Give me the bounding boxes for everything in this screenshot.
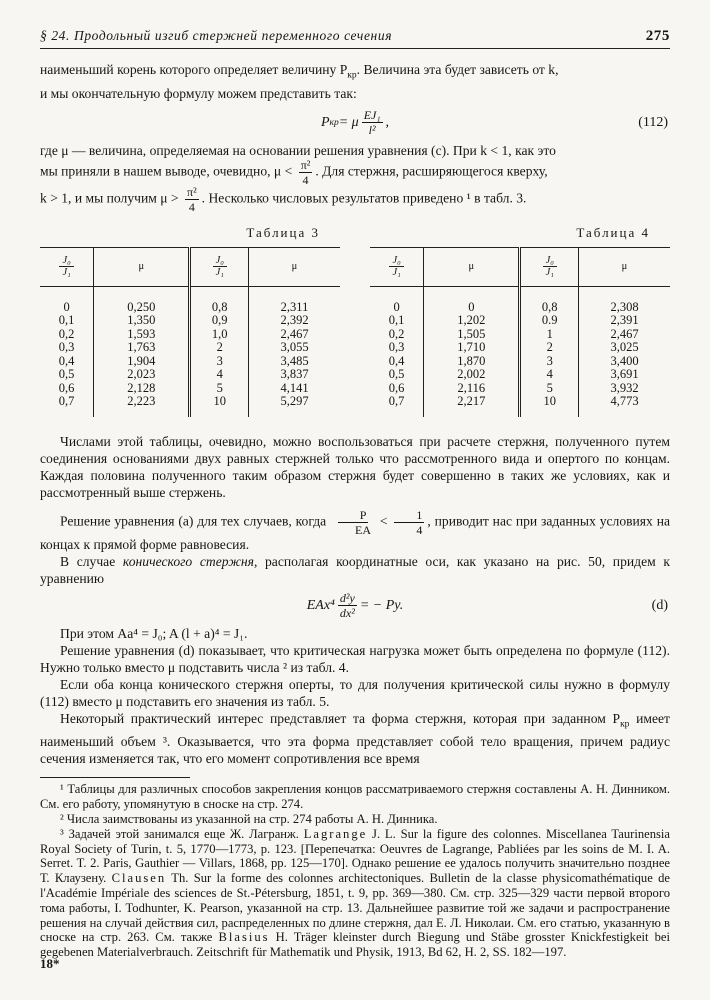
table-cell: 3,691 xyxy=(579,368,671,382)
table-cell: 5 xyxy=(520,382,579,396)
table-cell: 5 xyxy=(190,382,249,396)
table-cell: 2,311 xyxy=(249,286,341,314)
table-cell: 0,7 xyxy=(58,394,75,409)
table-cell: 3,055 xyxy=(249,341,341,355)
table-cell: 4 xyxy=(190,368,249,382)
table-cell: 1,0 xyxy=(190,328,249,342)
table-cell: 3,932 xyxy=(579,382,671,396)
equation-number: (d) xyxy=(651,597,668,613)
table-4-body xyxy=(370,286,670,417)
table-row xyxy=(370,314,670,328)
section-title: § 24. Продольный изгиб стержней переменного сечения xyxy=(40,28,393,43)
table-cell: 0,250 xyxy=(94,286,190,314)
table-cell: 0,5 xyxy=(58,367,75,382)
paragraph-1: наименьший корень которого определяет величину $P_{кр}$. Величина эта будет зависеть от k, и мы окончательную формулу можем представить так: xyxy=(40,62,559,101)
formula-112: P кр = μ $\frac{\text{EJ₁}}{\text{l²}}$ , (112) xyxy=(320,108,668,138)
table-cell: 2,223 xyxy=(94,395,190,417)
table-cell: 2,217 xyxy=(424,395,520,417)
table-cell: 10 xyxy=(190,395,249,417)
table-cell: 0,2 xyxy=(388,326,405,341)
table-3-body xyxy=(40,286,340,417)
footnotes xyxy=(40,782,670,960)
paragraph-8: Если оба конца конического стержня оперты, то для получения критической силы нужно в формулу (112) вместо μ подставить его значения из табл. 5. xyxy=(40,676,670,709)
table-cell: 0,5 xyxy=(388,367,405,382)
footnote-1: ¹ Таблицы для различных способов закрепления концов рассматриваемого стержня составлены А. Н. Динником. См. его работу, упомянутую в сноске на стр. 274. xyxy=(40,782,670,812)
table-cell: 1,904 xyxy=(94,355,190,369)
footnote-rule xyxy=(40,777,190,778)
paragraph-9: Некоторый практический интерес представляет та форма стержня, которая при заданном $P_{кр}$ имеет наименьший объем ³. Оказывается, что эта форма представляет собой тело вращения, причем радиус сечения изменяется так, что его момент сопротивления все время xyxy=(40,710,670,767)
table-row xyxy=(40,395,340,417)
table-cell: 0,9 xyxy=(190,314,249,328)
paragraph-2: где μ — величина, определяемая на основании решения уравнения (c). При k < 1, как это мы приняли в нашем выводе, очевидно, μ < $\frac{\text{π²}}{4}$ . Для стержня, расширяющегося кверху, k > 1, и мы получим μ > $\frac{\text{π²}}{4}$ . Несколько числовых результатов приведено ¹ в табл. 3. xyxy=(40,142,556,214)
table-row xyxy=(40,314,340,328)
table-row xyxy=(370,382,670,396)
table-cell: 1,710 xyxy=(424,341,520,355)
table-cell: 0,6 xyxy=(388,380,405,395)
table-cell: 3 xyxy=(190,355,249,369)
table-cell: 5,297 xyxy=(249,395,341,417)
table-cell: 2,116 xyxy=(424,382,520,396)
table-cell: 2 xyxy=(520,341,579,355)
table-cell: 3,485 xyxy=(249,355,341,369)
table-row xyxy=(40,355,340,369)
table-cell: 3 xyxy=(520,355,579,369)
table-cell: 0,4 xyxy=(388,353,405,368)
table-cell: 10 xyxy=(520,395,579,417)
table-cell: 2,002 xyxy=(424,368,520,382)
table-row xyxy=(370,355,670,369)
table-4: Таблица 4 $\frac{\text{J₀}}{\text{J₁}}$ μ $\frac{\text{J₀}}{\text{J₁}}$ μ 0 0 0,8 2,308 0,1 1,202 0.9 2,391 0,2 1,505 1 2,467 0,3 1,710 2 3,025 0,4 1,870 3 3,400 0,5 2,002 4 3,691 0,6 2,116 5 3,932 0,7 2,217 10 4,773 xyxy=(370,225,670,417)
paragraph-6: При этом Aa⁴ = J₀; A (l + a)⁴ = J₁. xyxy=(60,625,248,641)
paragraph-4: Решение уравнения (a) для тех случаев, когда $\frac{P}{EA}$ < $\frac{1}{4}$ , приводит нас при заданных условиях на концах к прямой форме равновесия. xyxy=(40,507,670,552)
table-cell: 2,467 xyxy=(579,328,671,342)
table-cell: 0,4 xyxy=(58,353,75,368)
table-cell: 0 xyxy=(63,299,70,314)
page xyxy=(40,28,670,960)
table-row xyxy=(40,328,340,342)
table-cell: 0,3 xyxy=(58,340,75,355)
table-cell: 0,1 xyxy=(58,313,75,328)
table-cell: 1,505 xyxy=(424,328,520,342)
page-number: 275 xyxy=(645,28,670,44)
table-cell: 2,023 xyxy=(94,368,190,382)
table-cell: 2,392 xyxy=(249,314,341,328)
table-cell: 0,2 xyxy=(58,326,75,341)
table-row xyxy=(40,382,340,396)
table-row xyxy=(40,286,340,314)
tables xyxy=(40,225,670,417)
table-cell: 2,128 xyxy=(94,382,190,396)
table-row xyxy=(370,341,670,355)
table-cell: 0,1 xyxy=(388,313,405,328)
table-cell: 0,3 xyxy=(388,340,405,355)
table-cell: 2,391 xyxy=(579,314,671,328)
table-cell: 1,593 xyxy=(94,328,190,342)
table-cell: 0,6 xyxy=(58,380,75,395)
table-cell: 1,763 xyxy=(94,341,190,355)
paragraph-7: Решение уравнения (d) показывает, что критическая нагрузка может быть определена по формуле (112). Нужно только вместо μ подставить числа ² из табл. 4. xyxy=(40,642,670,675)
table-cell: 4 xyxy=(520,368,579,382)
table-cell: 1 xyxy=(520,328,579,342)
table-cell: 3,837 xyxy=(249,368,341,382)
table-cell: 4,773 xyxy=(579,395,671,417)
table-cell: 1,870 xyxy=(424,355,520,369)
paragraph-3: Числами этой таблицы, очевидно, можно воспользоваться при расчете стержня, полученного путем соединения основаниями двух равных стержней только что рассмотренного вида и опертого по концам. Каждая половина полученного таким образом стержня будет совершенно в таких же условиях, как и рассмотренный выше стержень. xyxy=(40,433,670,500)
table-cell: 3,025 xyxy=(579,341,671,355)
table-cell: 0 xyxy=(424,286,520,314)
table-cell: 3,400 xyxy=(579,355,671,369)
footnote-2: ² Числа заимствованы из указанной на стр. 274 работы А. Н. Динника. xyxy=(60,812,438,827)
table-cell: 0,7 xyxy=(388,394,405,409)
table-row xyxy=(370,368,670,382)
table-cell: 2,308 xyxy=(579,286,671,314)
table-row xyxy=(370,328,670,342)
table-cell: 0,8 xyxy=(190,286,249,314)
table-3-caption: Таблица 3 xyxy=(246,224,320,240)
running-head xyxy=(40,28,670,49)
table-row xyxy=(370,286,670,314)
table-cell: 0,8 xyxy=(520,286,579,314)
table-4-caption: Таблица 4 xyxy=(576,224,650,240)
table-row xyxy=(40,341,340,355)
equation-number: (112) xyxy=(638,114,668,130)
table-3: Таблица 3 $\frac{\text{J₀}}{\text{J₁}}$ μ $\frac{\text{J₀}}{\text{J₁}}$ μ 0 0,250 0,8 2,311 0,1 1,350 0,9 2,392 0,2 1,593 1,0 2,467 0,3 1,763 2 3,055 0,4 1,904 3 3,485 0,5 2,023 4 3,837 0,6 2,128 5 4,141 0,7 2,223 10 5,297 xyxy=(40,225,340,417)
signature-mark: 18* xyxy=(40,956,60,971)
table-cell: 1,202 xyxy=(424,314,520,328)
formula-d: EAx⁴ $\frac{\text{d²y}}{\text{dx²}}$ = − Py. (d) xyxy=(306,591,668,621)
table-cell: 1,350 xyxy=(94,314,190,328)
table-cell: 0.9 xyxy=(520,314,579,328)
table-cell: 0 xyxy=(393,299,400,314)
table-cell: 2 xyxy=(190,341,249,355)
footnote-3: ³ Задачей этой занимался еще Ж. Лагранж. Lagrange J. L. Sur la figure des colonnes. Miscellanea Taurinensia Royal Society of Turin, t. 5, 1770—1773, p. 123. [Перепечатка: Oeuvres de Lagrange, Pabliées par les soins de M. I. A. Serret. T. 2. Paris, Gauthier — Villars, 1868, pp. 125—170]. Однако решение ее удалось получить значительно позднее Т. Клаузену. Clausen Th. Sur la forme des colonnes architectoniques. Bulletin de la classe physicomathématique de l'Académie Impériale des sciences de St.-Pétersburg, 1851, t. 9, pp. 369—380. См. стр. 325—329 части первой второго тома работы, I. Todhunter, K. Pearson, указанной на стр. 13. Дальнейшее развитие той же задачи и распространение решения на случай действия сил, распределенных по длине стержня, дал Е. Л. Николаи. См. его статью, указанную в сноске на стр. 263. См. также Blasius H. Träger kleinster durch Biegung und Stäbe grosster Knickfestigkeit bei gegebenen Materialverbrauch. Zeitschrift für Mathematik und Physik, 1913, Bd 62, H. 2, SS. 182—197. xyxy=(40,826,671,960)
table-row xyxy=(40,368,340,382)
table-cell: 4,141 xyxy=(249,382,341,396)
paragraph-5: В случае конического стержня, располагая координатные оси, как указано на рис. 50, придем к уравнению xyxy=(40,553,670,586)
table-row xyxy=(370,395,670,417)
table-cell: 2,467 xyxy=(249,328,341,342)
